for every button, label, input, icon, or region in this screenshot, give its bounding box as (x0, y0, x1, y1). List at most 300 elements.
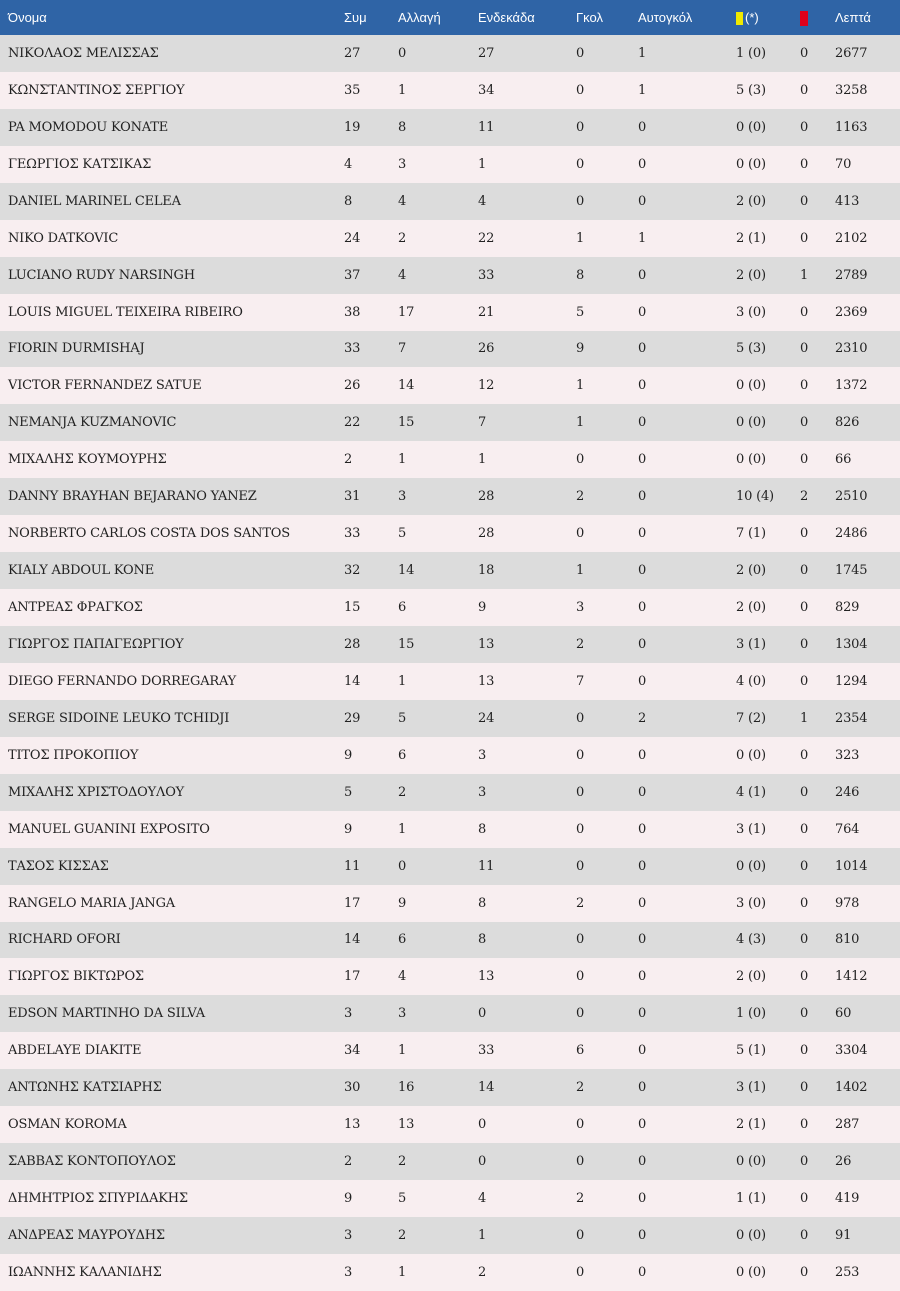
own-goals-cell: 1 (638, 45, 647, 61)
player-name-cell: ΓΙΩΡΓΟΣ ΠΑΠΑΓΕΩΡΓΙΟΥ (8, 636, 184, 652)
goals-cell: 0 (576, 821, 585, 837)
appearances-cell: 22 (344, 415, 361, 431)
goals-cell: 0 (576, 82, 585, 98)
yellow-cards-cell: 0 (0) (736, 747, 766, 763)
yellow-cards-cell: 2 (0) (736, 600, 766, 616)
minutes-cell: 1745 (835, 563, 868, 579)
goals-cell: 2 (576, 489, 585, 505)
own-goals-cell: 0 (638, 1154, 647, 1170)
minutes-cell: 287 (835, 1117, 860, 1133)
starts-cell: 26 (478, 341, 495, 357)
own-goals-cell: 0 (638, 1117, 647, 1133)
own-goals-cell: 0 (638, 452, 647, 468)
red-cards-cell: 0 (800, 821, 809, 837)
player-name-cell: FIORIN DURMISHAJ (8, 341, 145, 357)
player-name-cell: ΙΩΑΝΝΗΣ ΚΑΛΑΝΙΔΗΣ (8, 1264, 162, 1280)
yellow-cards-cell: 0 (0) (736, 1154, 766, 1170)
appearances-cell: 34 (344, 1043, 361, 1059)
substitutions-cell: 1 (398, 82, 407, 98)
red-cards-cell: 0 (800, 600, 809, 616)
starts-cell: 13 (478, 636, 495, 652)
appearances-cell: 5 (344, 784, 353, 800)
table-row (0, 589, 900, 626)
own-goals-cell: 0 (638, 673, 647, 689)
own-goals-cell: 0 (638, 747, 647, 763)
table-body (0, 35, 900, 1291)
yellow-cards-cell: 0 (0) (736, 1264, 766, 1280)
goals-cell: 0 (576, 1117, 585, 1133)
table-row (0, 552, 900, 589)
starts-cell: 2 (478, 1264, 487, 1280)
substitutions-cell: 6 (398, 747, 407, 763)
substitutions-cell: 14 (398, 563, 415, 579)
red-cards-cell: 0 (800, 636, 809, 652)
starts-cell: 24 (478, 710, 495, 726)
table-row (0, 885, 900, 922)
substitutions-cell: 4 (398, 969, 407, 985)
player-name-cell: ΔΗΜΗΤΡΙΟΣ ΣΠΥΡΙΔΑΚΗΣ (8, 1191, 188, 1207)
appearances-cell: 32 (344, 563, 361, 579)
starts-cell: 8 (478, 895, 487, 911)
goals-cell: 0 (576, 45, 585, 61)
appearances-cell: 38 (344, 304, 361, 320)
minutes-cell: 60 (835, 1006, 852, 1022)
own-goals-cell: 0 (638, 378, 647, 394)
goals-cell: 0 (576, 1264, 585, 1280)
table-row (0, 958, 900, 995)
starts-cell: 0 (478, 1154, 487, 1170)
yellow-cards-cell: 3 (1) (736, 1080, 766, 1096)
minutes-cell: 66 (835, 452, 852, 468)
own-goals-cell: 0 (638, 415, 647, 431)
table-row (0, 72, 900, 109)
goals-cell: 7 (576, 673, 585, 689)
red-cards-cell: 0 (800, 1043, 809, 1059)
table-row (0, 441, 900, 478)
minutes-cell: 323 (835, 747, 860, 763)
starts-cell: 12 (478, 378, 495, 394)
table-row (0, 367, 900, 404)
table-row (0, 848, 900, 885)
starts-cell: 28 (478, 489, 495, 505)
minutes-cell: 2310 (835, 341, 868, 357)
red-cards-cell: 1 (800, 267, 809, 283)
minutes-cell: 764 (835, 821, 860, 837)
player-name-cell: EDSON MARTINHO DA SILVA (8, 1006, 205, 1022)
own-goals-cell: 1 (638, 82, 647, 98)
goals-cell: 2 (576, 1191, 585, 1207)
player-name-cell: ABDELAYE DIAKITE (8, 1043, 142, 1059)
table-row (0, 663, 900, 700)
minutes-cell: 91 (835, 1227, 852, 1243)
appearances-cell: 28 (344, 636, 361, 652)
player-name-cell: ΣΑΒΒΑΣ ΚΟΝΤΟΠΟΥΛΟΣ (8, 1154, 176, 1170)
goals-cell: 0 (576, 710, 585, 726)
substitutions-cell: 5 (398, 1191, 407, 1207)
own-goals-cell: 0 (638, 1191, 647, 1207)
red-cards-cell: 0 (800, 563, 809, 579)
own-goals-cell: 0 (638, 1227, 647, 1243)
appearances-cell: 2 (344, 1154, 353, 1170)
goals-cell: 0 (576, 156, 585, 172)
starts-cell: 33 (478, 1043, 495, 1059)
player-name-cell: DANIEL MARINEL CELEA (8, 193, 181, 209)
starts-cell: 14 (478, 1080, 495, 1096)
appearances-cell: 9 (344, 747, 353, 763)
starts-cell: 11 (478, 119, 495, 135)
table-row (0, 922, 900, 959)
own-goals-cell: 0 (638, 932, 647, 948)
yellow-cards-cell: 3 (1) (736, 636, 766, 652)
table-row (0, 146, 900, 183)
substitutions-cell: 16 (398, 1080, 415, 1096)
yellow-cards-cell: 2 (0) (736, 969, 766, 985)
yellow-cards-cell: 5 (1) (736, 1043, 766, 1059)
minutes-cell: 2510 (835, 489, 868, 505)
appearances-cell: 13 (344, 1117, 361, 1133)
table-row (0, 774, 900, 811)
red-cards-cell: 0 (800, 415, 809, 431)
goals-cell: 0 (576, 193, 585, 209)
substitutions-cell: 6 (398, 600, 407, 616)
substitutions-cell: 17 (398, 304, 415, 320)
player-name-cell: LUCIANO RUDY NARSINGH (8, 267, 195, 283)
red-cards-cell: 0 (800, 1080, 809, 1096)
table-row (0, 737, 900, 774)
substitutions-cell: 3 (398, 156, 407, 172)
red-cards-cell: 0 (800, 858, 809, 874)
col-own-goal-header[interactable]: Αυτογκόλ (638, 10, 693, 25)
starts-cell: 0 (478, 1006, 487, 1022)
starts-cell: 8 (478, 932, 487, 948)
substitutions-cell: 2 (398, 1154, 407, 1170)
col-change-header[interactable]: Αλλαγή (398, 10, 441, 25)
goals-cell: 0 (576, 119, 585, 135)
goals-cell: 9 (576, 341, 585, 357)
goals-cell: 5 (576, 304, 585, 320)
substitutions-cell: 0 (398, 45, 407, 61)
own-goals-cell: 0 (638, 341, 647, 357)
own-goals-cell: 0 (638, 895, 647, 911)
minutes-cell: 2677 (835, 45, 868, 61)
player-name-cell: RANGELO MARIA JANGA (8, 895, 175, 911)
own-goals-cell: 0 (638, 858, 647, 874)
substitutions-cell: 0 (398, 858, 407, 874)
table-row (0, 811, 900, 848)
table-row (0, 515, 900, 552)
goals-cell: 2 (576, 636, 585, 652)
red-cards-cell: 0 (800, 378, 809, 394)
minutes-cell: 2789 (835, 267, 868, 283)
player-name-cell: MANUEL GUANINI EXPOSITO (8, 821, 210, 837)
player-name-cell: ΑΝΤΩΝΗΣ ΚΑΤΣΙΑΡΗΣ (8, 1080, 162, 1096)
table-row (0, 257, 900, 294)
minutes-cell: 1372 (835, 378, 868, 394)
substitutions-cell: 5 (398, 526, 407, 542)
table-row (0, 35, 900, 72)
goals-cell: 2 (576, 895, 585, 911)
minutes-cell: 246 (835, 784, 860, 800)
substitutions-cell: 3 (398, 489, 407, 505)
red-cards-cell: 0 (800, 1264, 809, 1280)
goals-cell: 0 (576, 858, 585, 874)
substitutions-cell: 8 (398, 119, 407, 135)
col-name-header[interactable]: Όνομα (8, 10, 47, 25)
col-red-header[interactable] (792, 0, 827, 35)
red-cards-cell: 0 (800, 673, 809, 689)
minutes-cell: 3304 (835, 1043, 868, 1059)
yellow-cards-cell: 4 (1) (736, 784, 766, 800)
player-name-cell: DIEGO FERNANDO DORREGARAY (8, 673, 237, 689)
player-name-cell: ΑΝΔΡΕΑΣ ΜΑΥΡΟΥΔΗΣ (8, 1227, 165, 1243)
player-name-cell: ΓΙΩΡΓΟΣ ΒΙΚΤΩΡΟΣ (8, 969, 144, 985)
substitutions-cell: 3 (398, 1006, 407, 1022)
red-cards-cell: 0 (800, 1191, 809, 1207)
yellow-card-icon (736, 12, 743, 25)
col-yellow-header[interactable] (728, 0, 792, 35)
substitutions-cell: 2 (398, 1227, 407, 1243)
red-cards-cell: 0 (800, 82, 809, 98)
starts-cell: 1 (478, 156, 487, 172)
col-eleven-header[interactable]: Ενδεκάδα (478, 10, 535, 25)
substitutions-cell: 15 (398, 415, 415, 431)
yellow-cards-cell: 1 (0) (736, 1006, 766, 1022)
appearances-cell: 11 (344, 858, 361, 874)
substitutions-cell: 1 (398, 673, 407, 689)
goals-cell: 0 (576, 784, 585, 800)
player-name-cell: ΜΙΧΑΛΗΣ ΧΡΙΣΤΟΔΟΥΛΟΥ (8, 784, 185, 800)
starts-cell: 28 (478, 526, 495, 542)
starts-cell: 3 (478, 747, 487, 763)
own-goals-cell: 0 (638, 821, 647, 837)
red-cards-cell: 0 (800, 156, 809, 172)
own-goals-cell: 0 (638, 1080, 647, 1096)
table-row (0, 109, 900, 146)
own-goals-cell: 0 (638, 489, 647, 505)
red-cards-cell: 0 (800, 119, 809, 135)
substitutions-cell: 4 (398, 193, 407, 209)
yellow-cards-cell: 5 (3) (736, 341, 766, 357)
yellow-cards-cell: 1 (1) (736, 1191, 766, 1207)
minutes-cell: 1412 (835, 969, 868, 985)
appearances-cell: 26 (344, 378, 361, 394)
table-row (0, 1069, 900, 1106)
starts-cell: 8 (478, 821, 487, 837)
own-goals-cell: 0 (638, 1006, 647, 1022)
red-cards-cell: 0 (800, 452, 809, 468)
substitutions-cell: 4 (398, 267, 407, 283)
table-row (0, 1217, 900, 1254)
yellow-cards-cell: 2 (0) (736, 193, 766, 209)
substitutions-cell: 1 (398, 821, 407, 837)
minutes-cell: 2354 (835, 710, 868, 726)
yellow-cards-cell: 10 (4) (736, 489, 774, 505)
minutes-cell: 1402 (835, 1080, 868, 1096)
goals-cell: 0 (576, 1006, 585, 1022)
appearances-cell: 4 (344, 156, 353, 172)
minutes-cell: 253 (835, 1264, 860, 1280)
appearances-cell: 29 (344, 710, 361, 726)
player-name-cell: RICHARD OFORI (8, 932, 121, 948)
minutes-cell: 1294 (835, 673, 868, 689)
player-name-cell: PA MOMODOU KONATE (8, 119, 169, 135)
table-row (0, 995, 900, 1032)
player-name-cell: ΤΙΤΟΣ ΠΡΟΚΟΠΙΟΥ (8, 747, 139, 763)
goals-cell: 8 (576, 267, 585, 283)
goals-cell: 0 (576, 526, 585, 542)
starts-cell: 4 (478, 193, 487, 209)
starts-cell: 1 (478, 1227, 487, 1243)
col-goal-header[interactable]: Γκολ (576, 10, 603, 25)
substitutions-cell: 9 (398, 895, 407, 911)
yellow-cards-cell: 5 (3) (736, 82, 766, 98)
red-cards-cell: 0 (800, 932, 809, 948)
minutes-cell: 413 (835, 193, 860, 209)
own-goals-cell: 0 (638, 563, 647, 579)
starts-cell: 13 (478, 969, 495, 985)
own-goals-cell: 2 (638, 710, 647, 726)
starts-cell: 27 (478, 45, 495, 61)
starts-cell: 13 (478, 673, 495, 689)
appearances-cell: 9 (344, 1191, 353, 1207)
starts-cell: 34 (478, 82, 495, 98)
red-card-icon (800, 11, 808, 26)
player-name-cell: ΓΕΩΡΓΙΟΣ ΚΑΤΣΙΚΑΣ (8, 156, 152, 172)
substitutions-cell: 1 (398, 1043, 407, 1059)
appearances-cell: 17 (344, 895, 361, 911)
table-row (0, 1180, 900, 1217)
yellow-cards-cell: 0 (0) (736, 119, 766, 135)
yellow-cards-cell: 3 (1) (736, 821, 766, 837)
appearances-cell: 3 (344, 1006, 353, 1022)
player-name-cell: KIALY ABDOUL KONE (8, 563, 154, 579)
own-goals-cell: 0 (638, 600, 647, 616)
appearances-cell: 3 (344, 1227, 353, 1243)
appearances-cell: 17 (344, 969, 361, 985)
minutes-cell: 2369 (835, 304, 868, 320)
substitutions-cell: 2 (398, 784, 407, 800)
goals-cell: 0 (576, 747, 585, 763)
red-cards-cell: 0 (800, 45, 809, 61)
substitutions-cell: 1 (398, 452, 407, 468)
appearances-cell: 2 (344, 452, 353, 468)
minutes-cell: 419 (835, 1191, 860, 1207)
player-name-cell: LOUIS MIGUEL TEIXEIRA RIBEIRO (8, 304, 243, 320)
goals-cell: 1 (576, 563, 585, 579)
yellow-cards-cell: 3 (0) (736, 304, 766, 320)
yellow-cards-cell: 0 (0) (736, 452, 766, 468)
starts-cell: 21 (478, 304, 495, 320)
starts-cell: 33 (478, 267, 495, 283)
minutes-cell: 1163 (835, 119, 868, 135)
table-row (0, 1254, 900, 1291)
own-goals-cell: 0 (638, 636, 647, 652)
appearances-cell: 14 (344, 673, 361, 689)
player-name-cell: NEMANJA KUZMANOVIC (8, 415, 177, 431)
yellow-cards-cell: 4 (3) (736, 932, 766, 948)
player-name-cell: DANNY BRAYHAN BEJARANO YANEZ (8, 489, 257, 505)
table-row (0, 183, 900, 220)
red-cards-cell: 0 (800, 341, 809, 357)
red-cards-cell: 0 (800, 304, 809, 320)
own-goals-cell: 0 (638, 526, 647, 542)
player-name-cell: ΤΑΣΟΣ ΚΙΣΣΑΣ (8, 858, 109, 874)
appearances-cell: 24 (344, 230, 361, 246)
appearances-cell: 14 (344, 932, 361, 948)
appearances-cell: 35 (344, 82, 361, 98)
red-cards-cell: 0 (800, 1006, 809, 1022)
own-goals-cell: 0 (638, 156, 647, 172)
own-goals-cell: 0 (638, 193, 647, 209)
appearances-cell: 9 (344, 821, 353, 837)
substitutions-cell: 1 (398, 1264, 407, 1280)
goals-cell: 1 (576, 230, 585, 246)
minutes-cell: 829 (835, 600, 860, 616)
starts-cell: 0 (478, 1117, 487, 1133)
yellow-cards-cell: 7 (2) (736, 710, 766, 726)
yellow-cards-cell: 7 (1) (736, 526, 766, 542)
red-cards-cell: 0 (800, 747, 809, 763)
substitutions-cell: 15 (398, 636, 415, 652)
red-cards-cell: 0 (800, 969, 809, 985)
col-minutes-header[interactable]: Λεπτά (835, 10, 871, 25)
minutes-cell: 26 (835, 1154, 852, 1170)
starts-cell: 1 (478, 452, 487, 468)
starts-cell: 9 (478, 600, 487, 616)
minutes-cell: 2102 (835, 230, 868, 246)
minutes-cell: 826 (835, 415, 860, 431)
yellow-cards-cell: 1 (0) (736, 45, 766, 61)
col-sym-header[interactable]: Συμ (344, 10, 367, 25)
minutes-cell: 810 (835, 932, 860, 948)
substitutions-cell: 5 (398, 710, 407, 726)
player-name-cell: ΝΙΚΟΛΑΟΣ ΜΕΛΙΣΣΑΣ (8, 45, 159, 61)
red-cards-cell: 2 (800, 489, 809, 505)
goals-cell: 0 (576, 932, 585, 948)
goals-cell: 0 (576, 1227, 585, 1243)
appearances-cell: 33 (344, 341, 361, 357)
table-row (0, 1106, 900, 1143)
own-goals-cell: 0 (638, 304, 647, 320)
own-goals-cell: 0 (638, 784, 647, 800)
red-cards-cell: 0 (800, 895, 809, 911)
substitutions-cell: 13 (398, 1117, 415, 1133)
table-row (0, 404, 900, 441)
yellow-cards-cell: 2 (1) (736, 230, 766, 246)
red-cards-cell: 0 (800, 1154, 809, 1170)
table-row (0, 220, 900, 257)
player-name-cell: ΑΝΤΡΕΑΣ ΦΡΑΓΚΟΣ (8, 600, 143, 616)
starts-cell: 18 (478, 563, 495, 579)
yellow-cards-cell: 4 (0) (736, 673, 766, 689)
yellow-cards-cell: 0 (0) (736, 1227, 766, 1243)
appearances-cell: 31 (344, 489, 361, 505)
appearances-cell: 27 (344, 45, 361, 61)
goals-cell: 0 (576, 969, 585, 985)
yellow-cards-cell: 3 (0) (736, 895, 766, 911)
yellow-suffix: (*) (745, 9, 759, 25)
table-row (0, 478, 900, 515)
red-cards-cell: 0 (800, 526, 809, 542)
starts-cell: 11 (478, 858, 495, 874)
appearances-cell: 8 (344, 193, 353, 209)
goals-cell: 1 (576, 415, 585, 431)
minutes-cell: 70 (835, 156, 852, 172)
goals-cell: 3 (576, 600, 585, 616)
own-goals-cell: 0 (638, 267, 647, 283)
substitutions-cell: 14 (398, 378, 415, 394)
appearances-cell: 19 (344, 119, 361, 135)
